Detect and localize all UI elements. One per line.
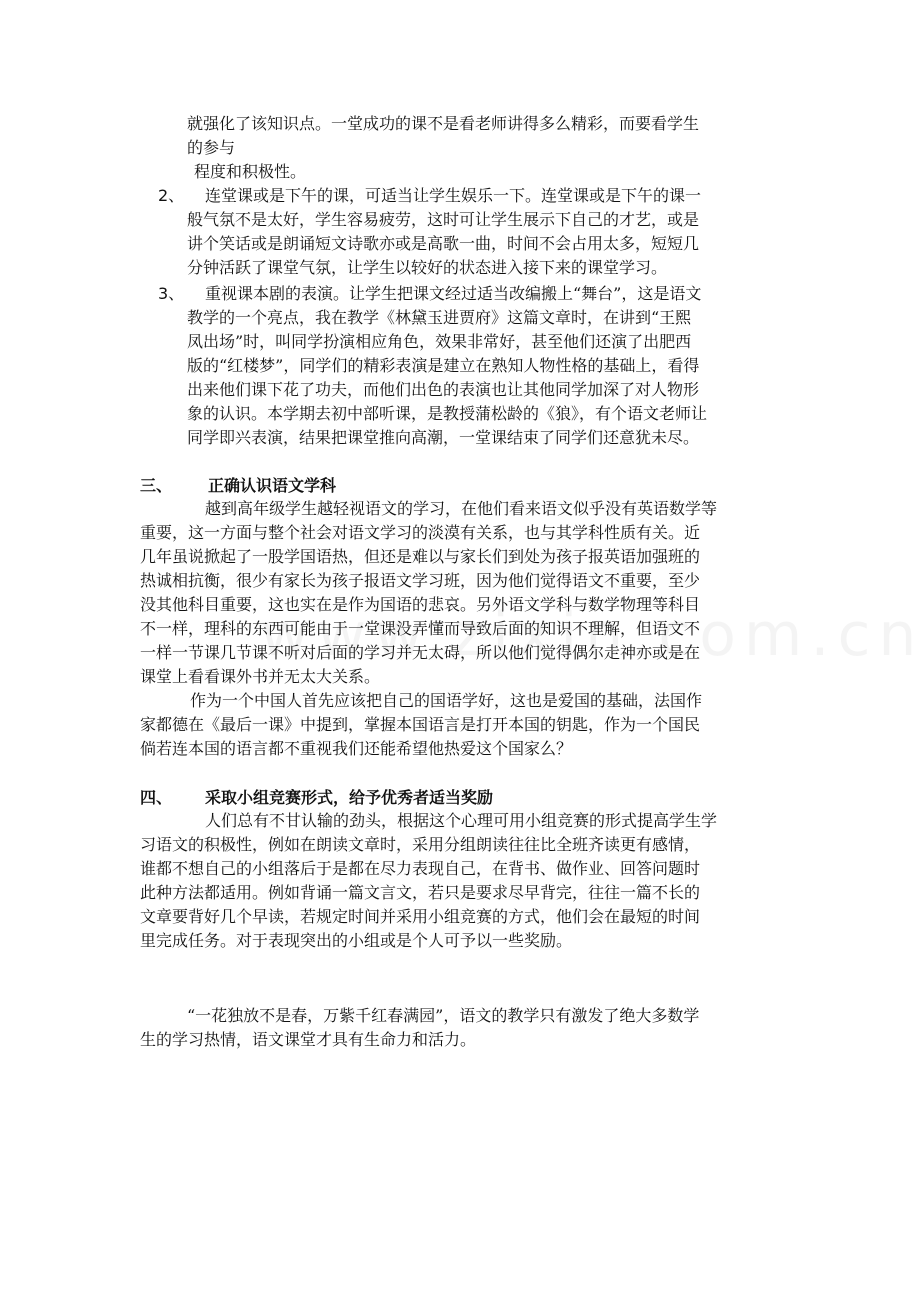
para1-line-1: 就强化了该知识点。一堂成功的课不是看老师讲得多么精彩，而要看学生 (187, 114, 700, 133)
section4-para-line-4: 此种方法都适用。例如背诵一篇文言文，若只是要求尽早背完，往往一篇不长的 (140, 883, 701, 902)
section3-title: 正确认识语文学科 (208, 476, 337, 495)
section3-para-b-line-1: 作为一个中国人首先应该把自己的国语学好，这也是爱国的基础，法国作 (190, 691, 703, 710)
item2-number: 2、 (158, 186, 185, 205)
section3-para-a-line-5: 没其他科目重要，这也实在是作为国语的悲哀。另外语文学科与数学物理等科目 (140, 595, 701, 614)
section3-para-b-line-2: 家都德在《最后一课》中提到，掌握本国语言是打开本国的钥匙，作为一个国民 (140, 715, 701, 734)
item3-line-6: 象的认识。本学期去初中部听课，是教授蒲松龄的《狼》，有个语文老师让 (187, 404, 708, 423)
item3-line-2: 教学的一个亮点，我在教学《林黛玉进贾府》这篇文章时，在讲到“王熙 (187, 308, 692, 327)
section3-para-a-line-1: 越到高年级学生越轻视语文的学习，在他们看来语文似乎没有英语数学等 (205, 499, 718, 518)
item3-line-7: 同学即兴表演，结果把课堂推向高潮，一堂课结束了同学们还意犹未尽。 (187, 428, 700, 447)
section3-number: 三、 (140, 476, 173, 495)
item3-line-3: 凤出场”时，叫同学扮演相应角色，效果非常好，甚至他们还演了出肥西 (187, 332, 692, 351)
section4-para-line-6: 里完成任务。对于表现突出的小组或是个人可予以一些奖励。 (140, 931, 573, 950)
section4-para-line-5: 文章要背好几个早读，若规定时间并采用小组竞赛的方式，他们会在最短的时间 (140, 907, 701, 926)
conclusion-line-2: 生的学习热情，语文课堂才具有生命力和活力。 (140, 1030, 477, 1049)
item3-number: 3、 (158, 284, 185, 303)
conclusion-line-1: “一花独放不是春，万紫千红春满园”，语文的教学只有激发了绝大多数学 (187, 1006, 700, 1025)
section4-para-line-3: 谁都不想自己的小组落后于是都在尽力表现自己，在背书、做作业、回答问题时 (140, 859, 701, 878)
para1-line-3: 程度和积极性。 (194, 162, 307, 181)
section4-para-line-2: 习语文的积极性，例如在朗读文章时，采用分组朗读往往比全班齐读更有感情， (140, 835, 701, 854)
section3-para-a-line-4: 热诚相抗衡，很少有家长为孩子报语文学习班，因为他们觉得语文不重要，至少 (140, 571, 701, 590)
item2-line-2: 般气氛不是太好，学生容易疲劳，这时可让学生展示下自己的才艺，或是 (187, 210, 700, 229)
section3-para-a-line-6: 不一样，理科的东西可能由于一堂课没弄懂而导致后面的知识不理解，但语文不 (140, 619, 701, 638)
section4-number: 四、 (140, 788, 173, 807)
item3-line-5: 出来他们课下花了功夫，而他们出色的表演也让其他同学加深了对人物形 (187, 380, 700, 399)
section4-title: 采取小组竞赛形式，给予优秀者适当奖励 (205, 788, 494, 807)
section4-para-line-1: 人们总有不甘认输的劲头，根据这个心理可用小组竞赛的形式提高学生学 (205, 811, 718, 830)
section3-para-b-line-3: 倘若连本国的语言都不重视我们还能希望他热爱这个国家么？ (140, 739, 573, 758)
item2-line-1: 连堂课或是下午的课，可适当让学生娱乐一下。连堂课或是下午的课一 (205, 186, 702, 205)
section3-para-a-line-3: 几年虽说掀起了一股学国语热，但还是难以与家长们到处为孩子报英语加强班的 (140, 547, 701, 566)
item2-line-3: 讲个笑话或是朗诵短文诗歌亦或是高歌一曲，时间不会占用太多，短短几 (187, 234, 700, 253)
section3-para-a-line-2: 重要，这一方面与整个社会对语文学习的淡漠有关系，也与其学科性质有关。近 (140, 523, 701, 542)
para1-line-2: 的参与 (187, 138, 236, 157)
item3-line-4: 版的“红楼梦”，同学们的精彩表演是建立在熟知人物性格的基础上，看得 (187, 356, 700, 375)
item2-line-4: 分钟活跃了课堂气氛，让学生以较好的状态进入接下来的课堂学习。 (187, 258, 668, 277)
section3-para-a-line-7: 一样一节课几节课不听对后面的学习并无太碍，所以他们觉得偶尔走神亦或是在 (140, 643, 701, 662)
item3-line-1: 重视课本剧的表演。让学生把课文经过适当改编搬上“舞台”，这是语文 (205, 284, 702, 303)
section3-para-a-line-8: 课堂上看看课外书并无太大关系。 (140, 667, 381, 686)
